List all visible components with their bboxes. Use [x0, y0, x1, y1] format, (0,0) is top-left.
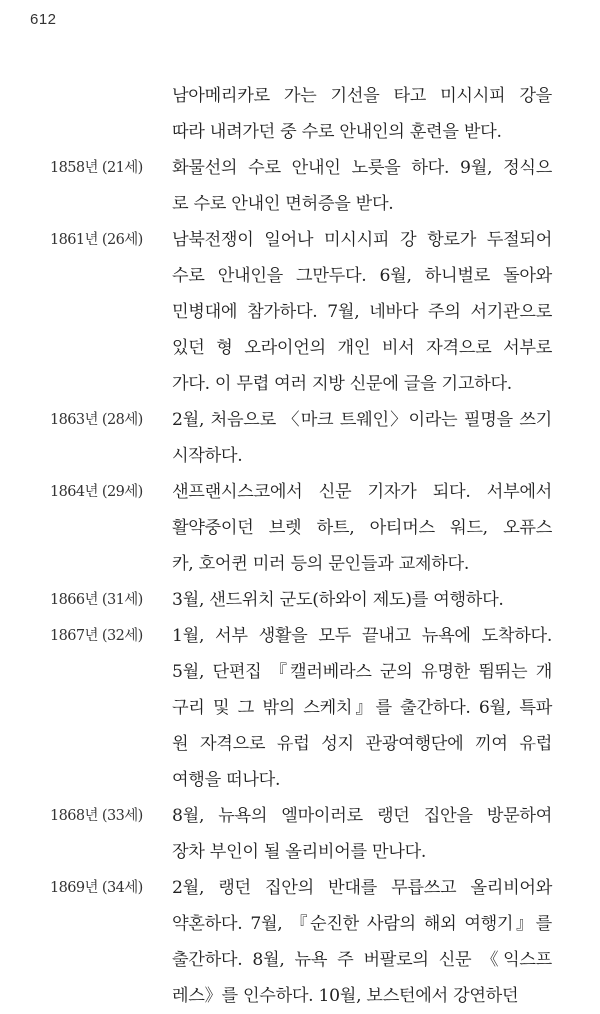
- entry-text: [172, 870, 552, 1014]
- text-line: 2월, 처음으로 〈마크 트웨인〉이라는 필명을 쓰기: [172, 410, 552, 430]
- entry-text: [172, 618, 552, 798]
- text-line: 남북전쟁이 일어나 미시시피 강 항로가 두절되어: [172, 230, 552, 250]
- chronology-entry: [0, 222, 600, 402]
- text-line: 약혼하다. 7월, 『순진한 사람의 해외 여행기』를: [172, 914, 552, 934]
- chronology-entry: [0, 150, 600, 222]
- chronology-list: [0, 78, 600, 1014]
- text-line: 샌프랜시스코에서 신문 기자가 되다. 서부에서: [172, 482, 552, 502]
- entry-year: 1858년 (21세): [50, 160, 143, 176]
- text-line: 있던 형 오라이언의 개인 비서 자격으로 서부로: [172, 338, 552, 358]
- text-line: 1월, 서부 생활을 모두 끝내고 뉴욕에 도착하다.: [172, 626, 552, 646]
- chronology-entry: [0, 582, 600, 618]
- entry-text: [172, 150, 552, 222]
- entry-year: 1869년 (34세): [50, 880, 143, 896]
- entry-text: [172, 78, 552, 150]
- text-line: 로 수로 안내인 면허증을 받다.: [172, 194, 394, 214]
- chronology-entry: [0, 618, 600, 798]
- entry-year: [50, 78, 168, 114]
- entry-year: 1863년 (28세): [50, 412, 143, 428]
- entry-year: 1864년 (29세): [50, 484, 143, 500]
- entry-year: 1866년 (31세): [50, 592, 143, 608]
- entry-text: [172, 798, 552, 870]
- chronology-entry: [0, 474, 600, 582]
- text-line: 5월, 단편집 『캘러베라스 군의 유명한 뜀뛰는 개: [172, 662, 552, 682]
- text-line: 2월, 랭던 집안의 반대를 무릅쓰고 올리비어와: [172, 878, 552, 898]
- text-line: 민병대에 참가하다. 7월, 네바다 주의 서기관으로: [172, 302, 552, 322]
- chronology-entry: [0, 870, 600, 1014]
- text-line: 활약중이던 브렛 하트, 아티머스 워드, 오퓨스: [172, 518, 552, 538]
- text-line: 남아메리카로 가는 기선을 타고 미시시피 강을: [172, 86, 552, 106]
- text-line: 3월, 샌드위치 군도(하와이 제도)를 여행하다.: [172, 590, 504, 610]
- text-line: 가다. 이 무렵 여러 지방 신문에 글을 기고하다.: [172, 374, 512, 394]
- entry-text: [172, 582, 552, 618]
- entry-text: [172, 474, 552, 582]
- entry-year: 1861년 (26세): [50, 232, 143, 248]
- text-line: 수로 안내인을 그만두다. 6월, 하니벌로 돌아와: [172, 266, 552, 286]
- text-line: 시작하다.: [172, 446, 243, 466]
- text-line: 원 자격으로 유럽 성지 관광여행단에 끼여 유럽: [172, 734, 552, 754]
- text-line: 여행을 떠나다.: [172, 770, 281, 790]
- text-line: 8월, 뉴욕의 엘마이러로 랭던 집안을 방문하여: [172, 806, 552, 826]
- text-line: 출간하다. 8월, 뉴욕 주 버팔로의 신문 《익스프: [172, 950, 552, 970]
- chronology-entry: [0, 798, 600, 870]
- text-line: 카, 호어퀸 미러 등의 문인들과 교제하다.: [172, 554, 469, 574]
- chronology-entry: [0, 78, 600, 150]
- entry-year: 1867년 (32세): [50, 628, 143, 644]
- chronology-entry: [0, 402, 600, 474]
- entry-text: [172, 402, 552, 474]
- text-line: 장차 부인이 될 올리비어를 만나다.: [172, 842, 427, 862]
- entry-year: 1868년 (33세): [50, 808, 143, 824]
- text-line: 화물선의 수로 안내인 노릇을 하다. 9월, 정식으: [172, 158, 552, 178]
- text-line: 구리 및 그 밖의 스케치』를 출간하다. 6월, 특파: [172, 698, 552, 718]
- text-line: 레스》를 인수하다. 10월, 보스턴에서 강연하던: [172, 986, 519, 1006]
- text-line: 따라 내려가던 중 수로 안내인의 훈련을 받다.: [172, 122, 502, 142]
- entry-text: [172, 222, 552, 402]
- page-number: 612: [30, 11, 57, 28]
